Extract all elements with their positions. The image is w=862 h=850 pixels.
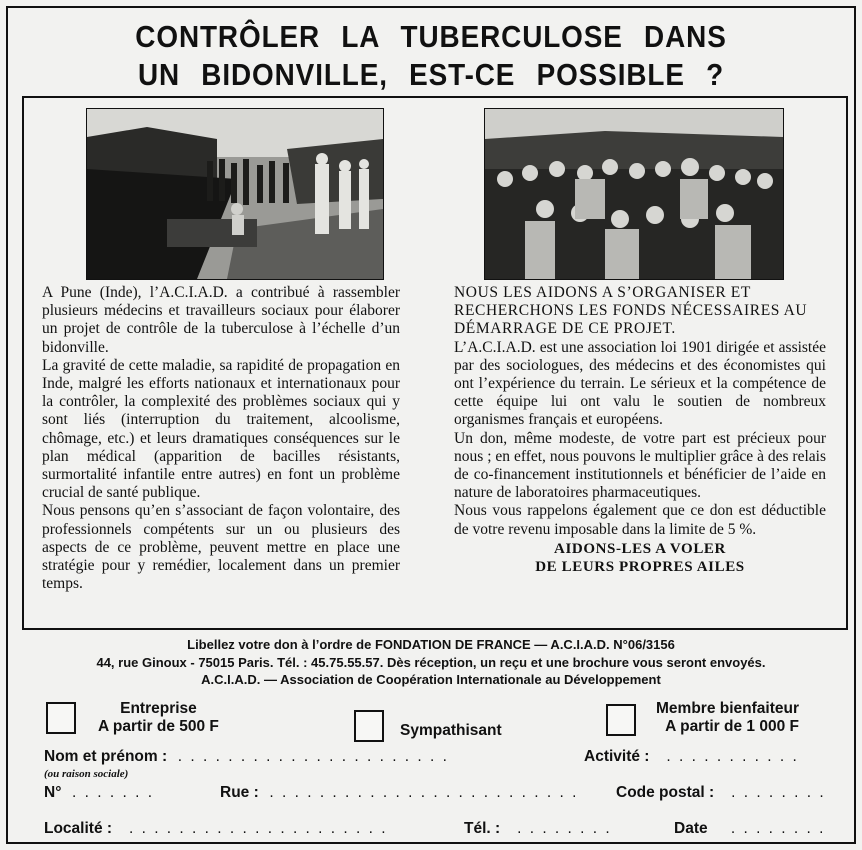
postal-code-dots: . . . . . . . . (718, 784, 826, 801)
sympathisant-checkbox[interactable] (354, 710, 384, 742)
street-dots: . . . . . . . . . . . . . . . . . . . . . . . . . (263, 784, 579, 801)
article-box (22, 96, 848, 630)
postal-code-field[interactable] (616, 784, 826, 802)
phone-dots: . . . . . . . . (504, 820, 612, 837)
membre-amount-label: A partir de 1 000 F (665, 718, 799, 735)
headline-line-2: UN BIDONVILLE, EST-CE POSSIBLE ? (137, 57, 725, 92)
donation-payee-line: Libellez votre don à l’ordre de FONDATION DE FRANCE — A.C.I.A.D. N°06/3156 (187, 637, 675, 652)
date-field[interactable] (674, 820, 825, 838)
postal-code-label: Code postal : (616, 784, 715, 801)
city-dots: . . . . . . . . . . . . . . . . . . . . . (116, 820, 388, 837)
slum-street-photo-image (87, 109, 383, 279)
phone-field[interactable] (464, 820, 612, 838)
headline-line-1: CONTRÔLER LA TUBERCULOSE DANS (135, 19, 727, 54)
group-of-residents-photo-image (485, 109, 783, 279)
membre-label: Membre bienfaiteur (656, 700, 799, 717)
donation-info (8, 636, 854, 689)
advertisement-page (6, 6, 856, 844)
association-name-line: A.C.I.A.D. — Association de Coopération Internationale au Développement (201, 672, 661, 687)
membre-bienfaiteur-checkbox[interactable] (606, 704, 636, 736)
right-paragraph-2: L’A.C.I.A.D. est une association loi 1901 dirigée et assistée par des sociologues, des médecins et des économistes qui ont l’expérience du terrain. Le sérieux et la compétence de cette équipe lui ont valu le soutien de nombreux organismes français et européens. (454, 338, 826, 429)
number-dots: . . . . . . . (65, 784, 155, 801)
right-paragraph-3: Un don, même modeste, de votre part est précieux pour nous ; en effet, nous pouvons le multiplier grâce à des relais de co-financement institutionnels et bénéficier de l’aide en nature de laboratoires pharmaceutiques. (454, 429, 826, 502)
number-label: N° (44, 784, 62, 801)
slogan-line-1: AIDONS-LES A VOLER (554, 540, 726, 557)
donation-form (8, 698, 854, 842)
sympathisant-label: Sympathisant (400, 722, 502, 739)
left-paragraph-2: La gravité de cette maladie, sa rapidité de propagation en Inde, malgré les efforts nationaux et internationaux pour la contrôler, la complexité des problèmes sociaux qui y sont liés (interruption du traitement, alcoolisme, chômage, etc.) et leurs dramatiques conséquences sur le plan médical (apparition de bacilles résistants, surmortalité infantile entre autres) en font un problème crucial de santé publique. (42, 356, 400, 502)
right-paragraph-heading: NOUS LES AIDONS A S’ORGANISER ET RECHERCHONS LES FONDS NÉCESSAIRES AU DÉMARRAGE DE CE PROJET. (454, 284, 808, 338)
activity-field[interactable] (584, 748, 799, 766)
street-field[interactable] (220, 784, 578, 802)
left-text-column (42, 284, 400, 593)
entreprise-option-label (98, 700, 219, 736)
slogan-line-2: DE LEURS PROPRES AILES (535, 559, 745, 576)
name-label: Nom et prénom : (44, 748, 168, 765)
number-field[interactable] (44, 784, 154, 802)
entreprise-label: Entreprise (120, 700, 197, 717)
activity-dots: . . . . . . . . . . . (653, 748, 799, 765)
right-text-column (454, 284, 826, 576)
date-label: Date (674, 820, 708, 837)
left-paragraph-1: A Pune (Inde), l’A.C.I.A.D. a contribué à rassembler plusieurs médecins et travailleurs sociaux pour élaborer un projet de contrôle de la tuberculose à l’échelle d’un bidonville. (42, 284, 400, 356)
headline (50, 18, 811, 94)
activity-label: Activité : (584, 748, 650, 765)
name-sublabel: (ou raison sociale) (44, 768, 129, 780)
donation-address-line: 44, rue Ginoux - 75015 Paris. Tél. : 45.75.55.57. Dès réception, un reçu et une brochure vous seront envoyés. (96, 654, 766, 670)
city-label: Localité : (44, 820, 113, 837)
slum-street-photo (86, 108, 384, 280)
date-dots: . . . . . . . . (711, 820, 826, 837)
street-label: Rue : (220, 784, 259, 801)
name-dots: . . . . . . . . . . . . . . . . . . . . . . (171, 748, 449, 765)
entreprise-amount-label: A partir de 500 F (98, 718, 219, 735)
city-field[interactable] (44, 820, 388, 838)
left-paragraph-3: Nous pensons qu’en s’associant de façon volontaire, des professionnels compétents sur un ou plusieurs des aspects de ce problème, peuvent mettre en place une stratégie pour y remédier, localement dans un premier temps. (42, 502, 400, 593)
right-paragraph-4: Nous vous rappelons également que ce don est déductible de votre revenu imposable dans la limite de 5 %. (454, 502, 826, 538)
phone-label: Tél. : (464, 820, 501, 837)
membre-option-label (656, 700, 799, 736)
name-field[interactable] (44, 748, 449, 766)
group-of-residents-photo (484, 108, 784, 280)
slogan (454, 540, 826, 576)
entreprise-checkbox[interactable] (46, 702, 76, 734)
